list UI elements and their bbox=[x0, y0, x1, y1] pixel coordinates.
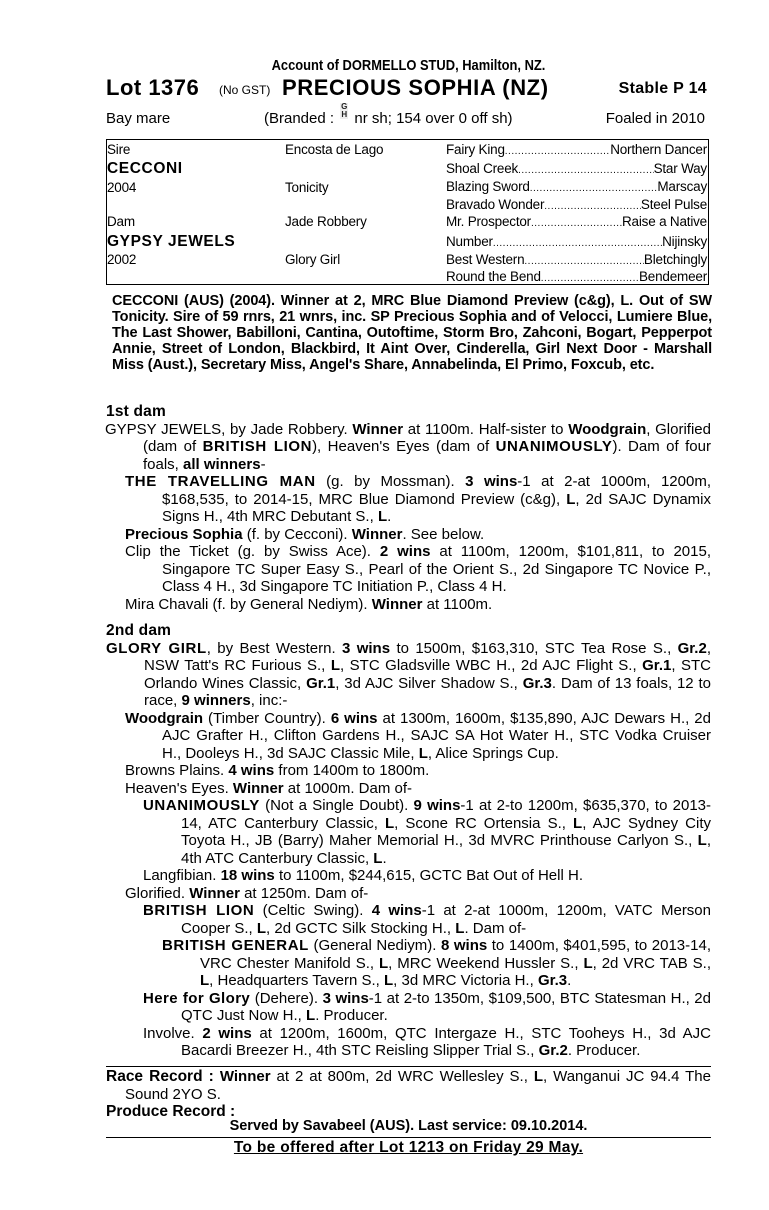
lot-title-line bbox=[106, 75, 711, 103]
sex-colour: Bay mare bbox=[106, 110, 171, 127]
ancestor-row: Mr. Prospector ..... Raise a Native bbox=[446, 214, 707, 229]
first-dam-intro: GYPSY JEWELS, by Jade Robbery. Winner at 1100m. Half-sister to Woodgrain, Glorified (dam of BRITISH LION), Heaven's Eyes (dam of UNANIMOUSLY). Dam of four foals, all winners- bbox=[105, 420, 711, 473]
offering-note: To be offered after Lot 1213 on Friday 29 May. bbox=[233, 1139, 584, 1156]
ancestor-row: Fairy King ..... Northern Dancer bbox=[446, 142, 707, 157]
dam-year: 2002 bbox=[107, 252, 137, 267]
stable-number: Stable P 14 bbox=[618, 80, 707, 97]
foal-entry: Precious Sophia (f. by Cecconi). Winner. See below. bbox=[125, 525, 485, 543]
sire-year: 2004 bbox=[107, 180, 137, 195]
ancestor-row: Shoal Creek ..... Star Way bbox=[446, 161, 707, 176]
dam-name: GYPSY JEWELS bbox=[107, 233, 236, 250]
ancestor-row: Bravado Wonder ..... Steel Pulse bbox=[446, 197, 707, 212]
progeny-entry: UNANIMOUSLY (Not a Single Doubt). 9 wins-1 at 2-to 1200m, $635,370, to 2013-14, ATC Canterbury Classic, L, Scone RC Ortensia S., L, AJC Sydney City Toyota H., JB (Barry) Maher Memorial H., 3d MVRC Printhouse Carlyon S., L, 4th ATC Canterbury Classic, L. bbox=[143, 797, 712, 867]
progeny-entry: Woodgrain (Timber Country). 6 wins at 1300m, 1600m, $135,890, AJC Dewars H., 2d AJC Grafter H., Clifton Gardens H., SAJC SA Hot Water H., STC Vodka Cruiser H., Dooleys H., 3d SAJC Classic Mile, L, Alice Springs Cup. bbox=[125, 709, 711, 762]
sire-dam: Tonicity bbox=[285, 180, 329, 195]
divider-line bbox=[106, 1066, 711, 1067]
pedigree-table bbox=[106, 139, 709, 285]
brand-mark-icon: G H bbox=[341, 102, 348, 119]
sire-name: CECCONI bbox=[107, 160, 183, 177]
second-dam-heading: 2nd dam bbox=[106, 622, 172, 639]
sire-sire: Encosta de Lago bbox=[285, 142, 384, 157]
divider-line bbox=[106, 1137, 711, 1138]
horse-name: PRECIOUS SOPHIA (NZ) bbox=[282, 75, 549, 100]
ancestor-row: Number ..... Nijinsky bbox=[446, 234, 707, 249]
race-record: Race Record : Winner at 2 at 800m, 2d WRC Wellesley S., L, Wanganui JC 94.4 The Sound 2YO S. Produce Record : bbox=[106, 1068, 711, 1120]
progeny-entry: Langfibian. 18 wins to 1100m, $244,615, GCTC Bat Out of Hell H. bbox=[143, 867, 583, 884]
progeny-entry: BRITISH LION (Celtic Swing). 4 wins-1 at 2-at 1000m, 1200m, VATC Merson Cooper S., L, 2d GCTC Silk Stocking H., L. Dam of- bbox=[143, 902, 711, 937]
progeny-entry: BRITISH GENERAL (General Nediym). 8 wins to 1400m, $401,595, to 2013-14, VRC Chester Manifold S., L, MRC Weekend Hussler S., L, 2d VRC TAB S., L, Headquarters Tavern S., L, 3d MRC Victoria H., Gr.3. bbox=[162, 937, 711, 989]
served-note: Served by Savabeel (AUS). Last service: 09.10.2014. bbox=[229, 1118, 588, 1134]
gst-note: (No GST) bbox=[219, 83, 271, 97]
progeny-entry: Browns Plains. 4 wins from 1400m to 1800m. bbox=[125, 762, 430, 779]
sire-summary: CECCONI (AUS) (2004). Winner at 2, MRC Blue Diamond Preview (c&g), L. Out of SW Tonicity. Sire of 59 rnrs, 21 wnrs, inc. SP Precious Sophia and of Velocci, Lumiere Blue, The Last Shower, Babilloni, Cantina, Outoftime, Storm Bro, Zahconi, Bogart, Pepperpot Annie, Street of London, Blackbird, It Aint Over, Cinderella, Girl Next Door - Marshall Miss (Aust.), Secretary Miss, Angel's Share, Annabelinda, El Primo, Foxcub, etc. bbox=[112, 293, 712, 373]
produce-record-label: Produce Record : bbox=[106, 1103, 236, 1120]
ancestor-row: Blazing Sword ..... Marscay bbox=[446, 179, 707, 194]
second-dam-section bbox=[106, 622, 711, 1060]
foaled-year: Foaled in 2010 bbox=[605, 110, 705, 127]
sire-label: Sire bbox=[107, 142, 131, 157]
progeny-entry: Involve. 2 wins at 1200m, 1600m, QTC Intergaze H., STC Tooheys H., 3d AJC Bacardi Breezer H., 4th STC Reisling Slipper Trial S., Gr.2. Producer. bbox=[143, 1024, 711, 1059]
ancestor-row: Round the Bend ..... Bendemeer bbox=[446, 269, 707, 284]
lot-number: Lot 1376 bbox=[106, 75, 200, 100]
dam-sire: Jade Robbery bbox=[285, 214, 367, 229]
foal-entry: THE TRAVELLING MAN (g. by Mossman). 3 wins-1 at 2-at 1000m, 1200m, $168,535, to 2014-15, MRC Blue Diamond Preview (c&g), L, 2d SAJC Dynamix Signs H., 4th MRC Debutant S., L. bbox=[125, 473, 711, 525]
brand-info: (Branded : G H nr sh; 154 over 0 off sh) bbox=[264, 102, 513, 127]
dam-dam: Glory Girl bbox=[285, 252, 340, 267]
first-dam-heading: 1st dam bbox=[106, 403, 166, 420]
second-dam-intro: GLORY GIRL, by Best Western. 3 wins to 1500m, $163,310, STC Tea Rose S., Gr.2, NSW Tatt's RC Furious S., L, STC Gladsville WBC H., 2d AJC Flight S., Gr.1, STC Orlando Wines Classic, Gr.1, 3d AJC Silver Shadow S., Gr.3. Dam of 13 foals, 12 to race, 9 winners, inc:- bbox=[106, 639, 712, 709]
progeny-entry: Here for Glory (Dehere). 3 wins-1 at 2-to 1350m, $109,500, BTC Statesman H., 2d QTC Just Now H., L. Producer. bbox=[143, 989, 711, 1024]
ancestor-row: Best Western ..... Bletchingly bbox=[446, 252, 707, 267]
foal-entry: Clip the Ticket (g. by Swiss Ace). 2 wins at 1100m, 1200m, $101,811, to 2015, Singapore TC Super Easy S., Pearl of the Orient S., 2d Singapore TC Novice P., Class 4 H., 3d Singapore TC Initiation P., Class 4 H. bbox=[125, 543, 711, 595]
progeny-entry: Heaven's Eyes. Winner at 1000m. Dam of- bbox=[125, 779, 413, 797]
progeny-entry: Glorified. Winner at 1250m. Dam of- bbox=[125, 884, 369, 902]
dam-label: Dam bbox=[107, 214, 135, 229]
vendor-account: Account of DORMELLO STUD, Hamilton, NZ. bbox=[271, 57, 546, 74]
foal-entry: Mira Chavali (f. by General Nediym). Winner at 1100m. bbox=[125, 595, 493, 613]
first-dam-section bbox=[106, 403, 711, 613]
